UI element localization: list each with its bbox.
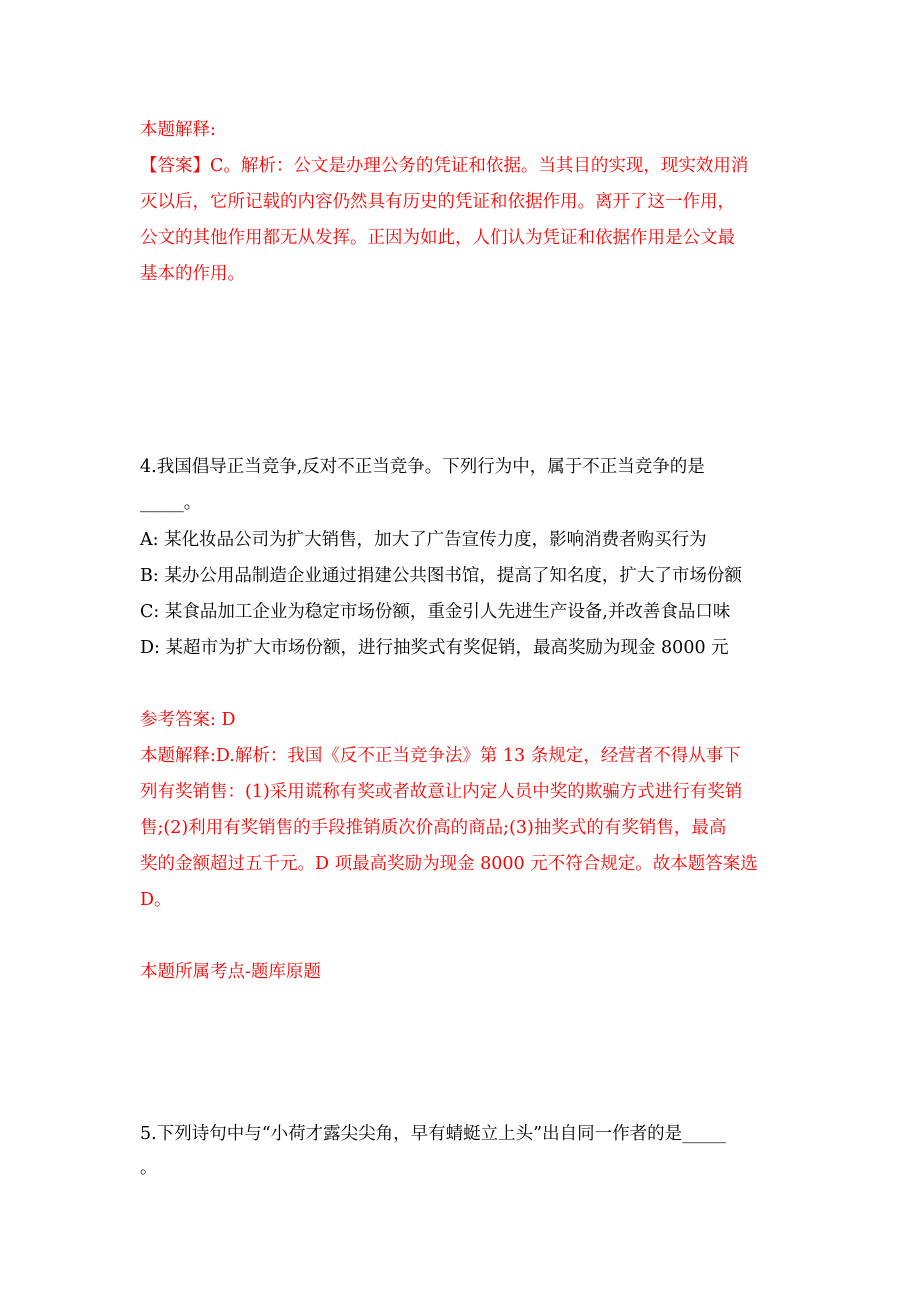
q4-option-a: A: 某化妆品公司为扩大销售，加大了广告宣传力度，影响消费者购买行为 xyxy=(140,530,707,550)
q4-option-b: B: 某办公用品制造企业通过捐建公共图书馆，提高了知名度，扩大了市场份额 xyxy=(140,566,742,586)
q4-stem-line-1: 4.我国倡导正当竞争,反对不正当竞争。下列行为中，属于不正当竞争的是 xyxy=(140,457,705,477)
q4-explanation-line-1: 本题解释:D.解析：我国《反不正当竞争法》第 13 条规定，经营者不得从事下 xyxy=(140,746,741,766)
q4-explanation-line-2: 列有奖销售：(1)采用谎称有奖或者故意让内定人员中奖的欺骗方式进行有奖销 xyxy=(140,782,743,802)
q4-explanation-line-4: 奖的金额超过五千元。D 项最高奖励为现金 8000 元不符合规定。故本题答案选 xyxy=(140,854,758,874)
q4-explanation-line-5: D。 xyxy=(140,890,172,910)
q5-stem-line-2: 。 xyxy=(140,1158,158,1178)
q4-topic: 本题所属考点-题库原题 xyxy=(140,962,321,982)
q4-answer: 参考答案: D xyxy=(140,710,236,730)
q4-option-d: D: 某超市为扩大市场份额，进行抽奖式有奖促销，最高奖励为现金 8000 元 xyxy=(140,638,729,658)
q4-stem-line-2: _____。 xyxy=(140,493,202,513)
q3-explanation-line-3: 公文的其他作用都无从发挥。正因为如此，人们认为凭证和依据作用是公文最 xyxy=(140,228,735,248)
q3-explanation-line-1: 【答案】C。解析：公文是办理公务的凭证和依据。当其目的实现，现实效用消 xyxy=(140,156,749,176)
q3-explanation-line-4: 基本的作用。 xyxy=(140,264,245,284)
q5-stem-line-1: 5.下列诗句中与“小荷才露尖尖角，早有蜻蜓立上头”出自同一作者的是_____ xyxy=(140,1124,726,1144)
q3-explanation-line-2: 灭以后，它所记载的内容仍然具有历史的凭证和依据作用。离开了这一作用， xyxy=(140,192,735,212)
q4-explanation-line-3: 售;(2)利用有奖销售的手段推销质次价高的商品;(3)抽奖式的有奖销售，最高 xyxy=(140,818,727,838)
q3-explanation-heading: 本题解释: xyxy=(140,120,216,140)
q4-option-c: C: 某食品加工企业为稳定市场份额，重金引人先进生产设备,并改善食品口味 xyxy=(140,602,731,622)
